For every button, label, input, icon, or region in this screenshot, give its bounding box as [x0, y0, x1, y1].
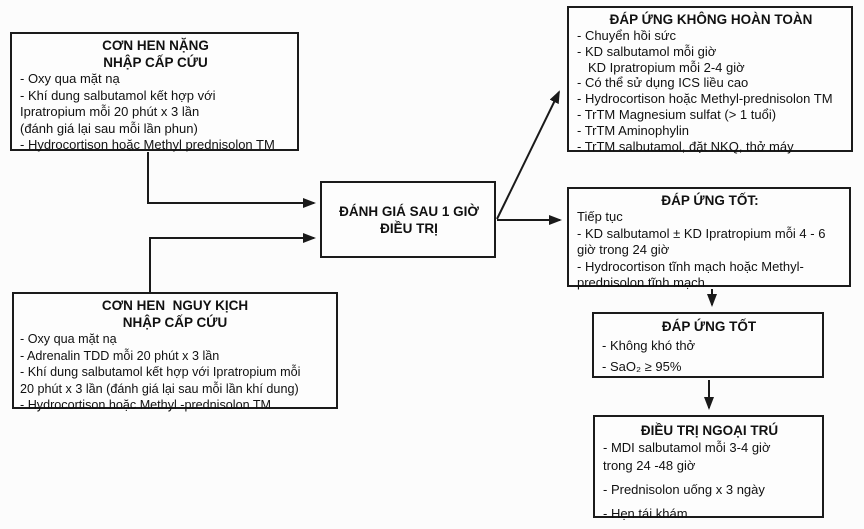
box-critical-title-line1: CƠN HEN NGUY KỊCH — [101, 298, 249, 313]
box-critical-title-line2: NHẬP CẤP CỨU — [122, 315, 228, 330]
text-line: - Khí dung salbutamol kết hợp với Ipratropium mỗi — [20, 365, 301, 379]
text-line: - Hydrocortison hoặc Methyl-prednisolon TM — [577, 91, 833, 107]
box-good-followup-title: ĐÁP ỨNG TỐT — [661, 319, 757, 334]
box-good-response-title: ĐÁP ỨNG TỐT: — [661, 193, 759, 208]
text-line: - SaO₂ ≥ 95% — [602, 359, 682, 374]
text-line: trong 24 -48 giờ — [603, 458, 696, 473]
text-line: (đánh giá lại sau mỗi lần phun) — [20, 120, 198, 136]
box-good-response-criteria — [592, 312, 824, 378]
text-line: - TrTM salbutamol, đặt NKQ, thở máy — [577, 138, 794, 154]
text-line: - Chuyển hồi sức — [577, 28, 677, 43]
box-critical-asthma — [12, 292, 338, 412]
text-line: 20 phút x 3 lần (đánh giá lại sau mỗi lần khí dung) — [20, 381, 299, 396]
box-severe-title-line1: CƠN HEN NẶNG — [102, 38, 209, 53]
text-line: - KD salbutamol ± KD Ipratropium mỗi 4 - 6 — [577, 225, 826, 241]
text-line: - TrTM Magnesium sulfat (> 1 tuổi) — [577, 106, 777, 122]
text-line: prednisolon tĩnh mạch — [577, 275, 705, 290]
box-severe-title-line2: NHẬP CẤP CỨU — [103, 55, 208, 70]
text-line: - KD salbutamol mỗi giờ — [577, 43, 717, 59]
text-line: - Oxy qua mặt nạ — [20, 71, 120, 86]
text-line: - Prednisolon uống x 3 ngày — [603, 482, 765, 497]
arrow-assess-to-incomplete — [497, 92, 559, 219]
text-line: - Hydrocortison hoặc Methyl -prednisolon TM — [20, 398, 272, 412]
text-line: - TrTM Aminophylin — [577, 122, 689, 138]
text-line: - Có thể sử dụng ICS liều cao — [577, 75, 749, 91]
box-incomplete-response — [567, 6, 853, 152]
text-line: - Hẹn tái khám — [603, 506, 688, 521]
text-line: - Không khó thở — [602, 338, 696, 353]
text-line: Tiếp tục — [577, 209, 623, 224]
text-line: Ipratropium mỗi 20 phút x 3 lần — [20, 104, 200, 119]
text-line: - Oxy qua mặt nạ — [20, 332, 117, 346]
box-good-response-continue — [567, 187, 851, 290]
text-line: giờ trong 24 giờ — [577, 242, 670, 257]
box-incomplete-title: ĐÁP ỨNG KHÔNG HOÀN TOÀN — [609, 12, 813, 27]
text-line: KD Ipratropium mỗi 2-4 giờ — [588, 59, 745, 75]
box-assess-after-1-hour — [320, 181, 496, 258]
box-assess-title-line1: ĐÁNH GIÁ SAU 1 GIỜ — [339, 203, 479, 219]
box-outpatient-treatment — [593, 415, 824, 521]
text-line: - Hydrocortison tĩnh mạch hoặc Methyl- — [577, 258, 804, 274]
arrow-severe-to-assess — [148, 152, 314, 203]
text-line: - Khí dung salbutamol kết hợp với — [20, 87, 216, 103]
arrow-critical-to-assess — [150, 238, 314, 292]
text-line: - MDI salbutamol mỗi 3-4 giờ — [603, 440, 771, 455]
box-assess-title-line2: ĐIỀU TRỊ — [380, 220, 438, 236]
text-line: - Adrenalin TDD mỗi 20 phút x 3 lần — [20, 348, 220, 363]
box-outpatient-title: ĐIỀU TRỊ NGOẠI TRÚ — [640, 423, 779, 438]
text-line: - Hydrocortison hoặc Methyl prednisolon TM — [20, 137, 275, 152]
box-severe-asthma — [10, 32, 299, 151]
